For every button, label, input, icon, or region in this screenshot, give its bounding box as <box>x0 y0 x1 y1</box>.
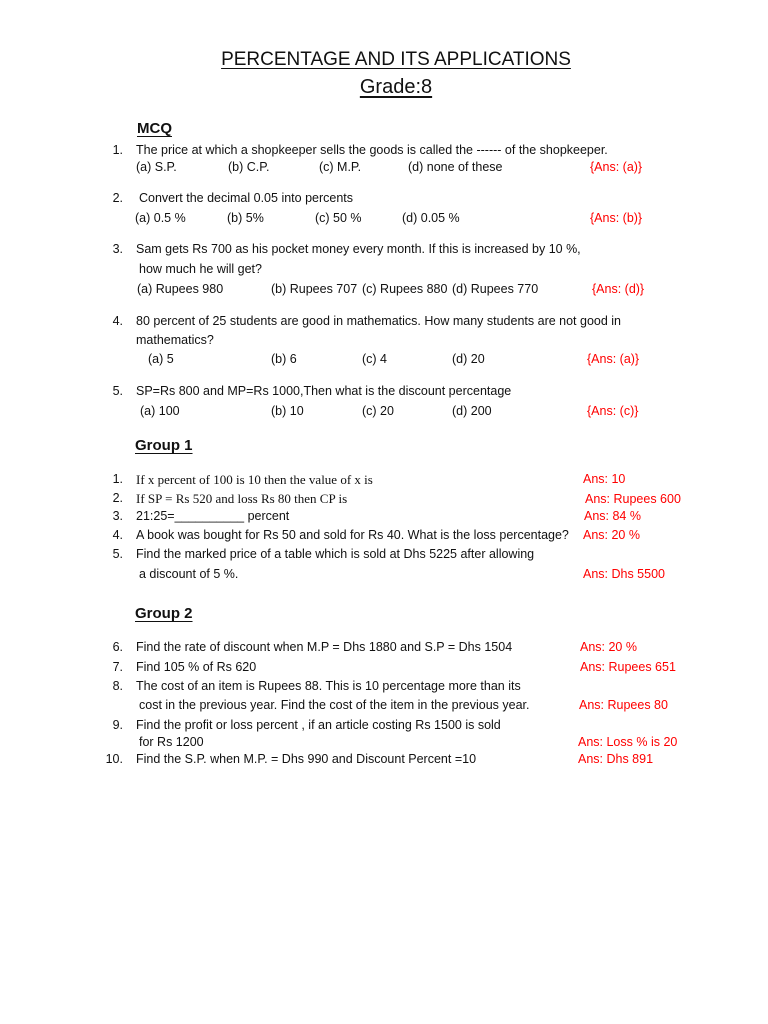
answer: {Ans: (a)} <box>587 352 640 366</box>
option: (b) C.P. <box>228 160 270 174</box>
answer: {Ans: (c)} <box>587 404 639 418</box>
option: (a) 0.5 % <box>135 211 186 225</box>
option: (a) 5 <box>148 352 174 366</box>
question-number: 2. <box>112 191 123 205</box>
question-text: Sam gets Rs 700 as his pocket money every month. If this is increased by 10 %, <box>136 242 581 256</box>
group2-heading: Group 2 <box>135 605 193 622</box>
answer: Ans: 84 % <box>584 509 641 523</box>
option: (a) S.P. <box>136 160 177 174</box>
item-number: 8. <box>112 679 123 693</box>
option: (d) 200 <box>452 404 492 418</box>
question-number: 5. <box>112 384 123 398</box>
item-number: 1. <box>112 472 123 486</box>
item-text: A book was bought for Rs 50 and sold for Rs 40. What is the loss percentage? <box>136 528 569 542</box>
item-text: Find the S.P. when M.P. = Dhs 990 and Discount Percent =10 <box>136 752 477 766</box>
answer: Ans: Rupees 651 <box>580 660 676 674</box>
option: (a) Rupees 980 <box>137 282 224 296</box>
option: (b) 6 <box>271 352 297 366</box>
answer: {Ans: (d)} <box>592 282 645 296</box>
item-number: 2. <box>112 491 123 505</box>
item-text: Find the rate of discount when M.P = Dhs 1880 and S.P = Dhs 1504 <box>136 640 513 654</box>
worksheet-title: PERCENTAGE AND ITS APPLICATIONS <box>221 49 571 70</box>
group1-heading: Group 1 <box>135 437 193 454</box>
option: (c) 50 % <box>315 211 362 225</box>
item-text: The cost of an item is Rupees 88. This is 10 percentage more than its <box>136 679 521 693</box>
question-number: 1. <box>112 143 123 157</box>
option: (c) Rupees 880 <box>362 282 448 296</box>
answer: Ans: Rupees 80 <box>579 698 668 712</box>
answer: {Ans: (a)} <box>590 160 643 174</box>
grade-label: Grade:8 <box>359 76 433 98</box>
answer: Ans: 20 % <box>580 640 637 654</box>
option: (b) Rupees 707 <box>271 282 358 296</box>
question-number: 4. <box>112 314 123 328</box>
question-text: SP=Rs 800 and MP=Rs 1000,Then what is the discount percentage <box>136 384 512 398</box>
answer: Ans: Dhs 891 <box>578 752 654 766</box>
question-text-cont: mathematics? <box>136 333 214 347</box>
question-text: The price at which a shopkeeper sells the goods is called the ------ of the shopkeeper. <box>136 143 608 157</box>
option: (b) 10 <box>271 404 304 418</box>
item-number: 3. <box>112 509 123 523</box>
answer: Ans: Rupees 600 <box>585 492 681 506</box>
question-text: 80 percent of 25 students are good in mathematics. How many students are not good in <box>136 314 622 328</box>
item-text-cont: cost in the previous year. Find the cost of the item in the previous year. <box>139 698 530 712</box>
question-number: 3. <box>112 242 123 256</box>
item-text: Find the profit or loss percent , if an article costing Rs 1500 is sold <box>136 718 501 732</box>
item-text-cont: a discount of 5 %. <box>139 567 239 581</box>
item-number: 5. <box>112 547 123 561</box>
item-text: If x percent of 100 is 10 then the value of x is <box>136 472 373 487</box>
question-text-cont: how much he will get? <box>139 262 262 276</box>
option: (a) 100 <box>140 404 180 418</box>
question-text: Convert the decimal 0.05 into percents <box>139 191 354 205</box>
item-number: 4. <box>112 528 123 542</box>
item-number: 7. <box>112 660 123 674</box>
item-text: 21:25=__________ percent <box>136 509 290 523</box>
answer: Ans: Dhs 5500 <box>583 567 665 581</box>
answer: Ans: 20 % <box>583 528 640 542</box>
answer: {Ans: (b)} <box>590 211 643 225</box>
answer: Ans: 10 <box>583 472 626 486</box>
option: (c) 4 <box>362 352 387 366</box>
item-text: If SP = Rs 520 and loss Rs 80 then CP is <box>136 491 348 506</box>
item-number: 9. <box>112 718 123 732</box>
option: (d) Rupees 770 <box>452 282 539 296</box>
option: (c) 20 <box>362 404 394 418</box>
item-number: 10. <box>105 752 123 766</box>
item-text: Find the marked price of a table which is sold at Dhs 5225 after allowing <box>136 547 535 561</box>
option: (d) none of these <box>408 160 503 174</box>
item-number: 6. <box>112 640 123 654</box>
item-text-cont: for Rs 1200 <box>139 735 204 749</box>
answer: Ans: Loss % is 20 <box>578 735 678 749</box>
option: (b) 5% <box>227 211 264 225</box>
mcq-heading: MCQ <box>137 120 172 137</box>
option: (d) 20 <box>452 352 485 366</box>
item-text: Find 105 % of Rs 620 <box>136 660 257 674</box>
option: (d) 0.05 % <box>402 211 460 225</box>
option: (c) M.P. <box>319 160 362 174</box>
